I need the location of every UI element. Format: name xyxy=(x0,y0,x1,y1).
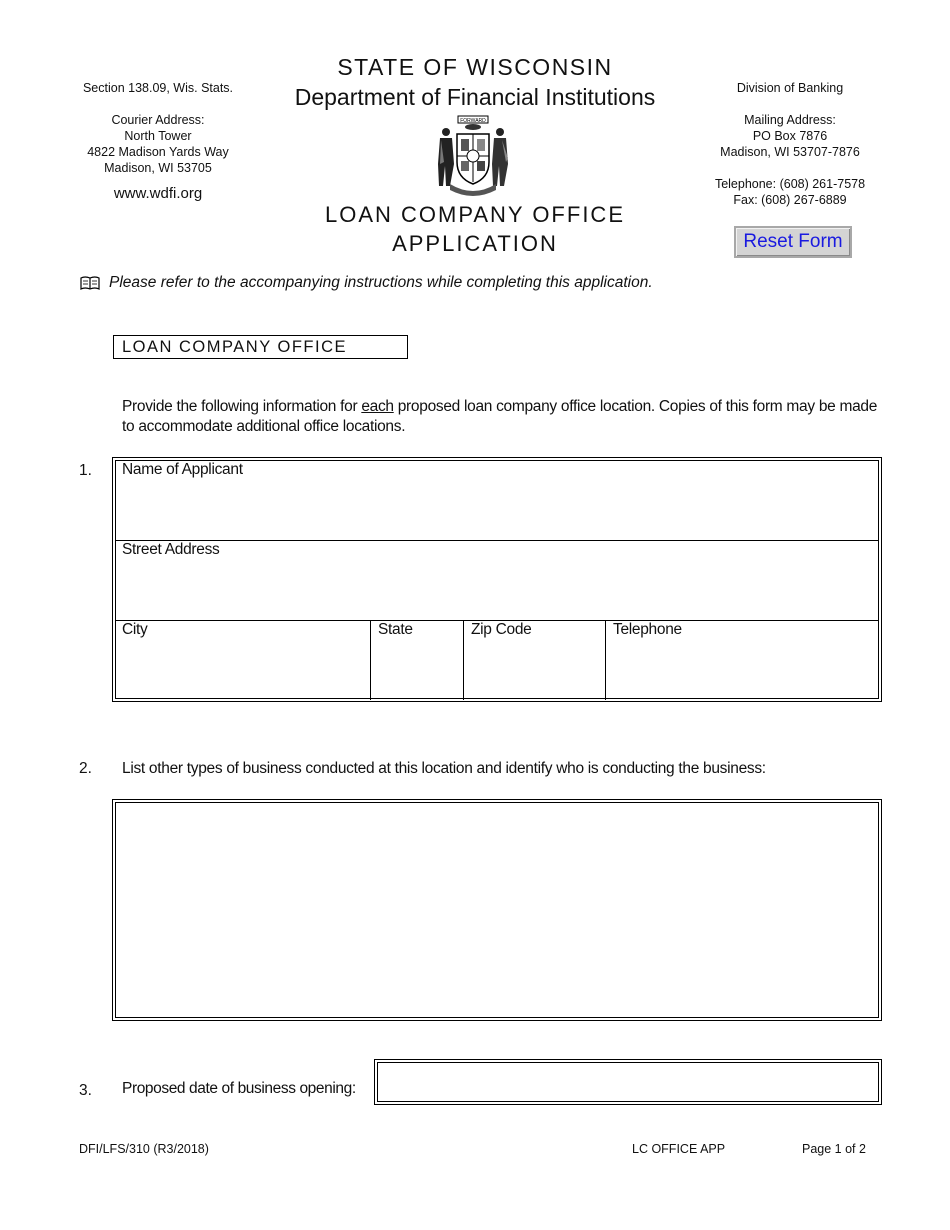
section-title-box: LOAN COMPANY OFFICE xyxy=(113,335,408,359)
telephone-input[interactable] xyxy=(613,647,875,693)
instruction-note-text: Please refer to the accompanying instructions while completing this application. xyxy=(109,274,653,291)
zip-code-label: Zip Code xyxy=(471,621,532,638)
courier-line-3: Madison, WI 53705 xyxy=(104,161,212,175)
divider xyxy=(370,621,371,700)
statute-reference: Section 138.09, Wis. Stats. xyxy=(82,81,234,95)
opening-date-box xyxy=(377,1062,879,1102)
other-business-textarea[interactable] xyxy=(122,809,874,1013)
question-3-number: 3. xyxy=(79,1082,92,1099)
page-number: Page 1 of 2 xyxy=(802,1142,866,1156)
question-1-number: 1. xyxy=(79,462,92,479)
form-number: DFI/LFS/310 (R3/2018) xyxy=(79,1142,209,1156)
telephone-number: Telephone: (608) 261-7578 xyxy=(714,177,866,191)
other-business-box xyxy=(115,802,879,1018)
fax-number: Fax: (608) 267-6889 xyxy=(733,193,847,207)
intro-before: Provide the following information for xyxy=(122,398,362,415)
applicant-info-grid xyxy=(115,460,879,699)
department-title: Department of Financial Institutions xyxy=(294,84,656,110)
intro-emphasis: each xyxy=(361,398,394,415)
form-title xyxy=(250,200,700,258)
street-row[interactable] xyxy=(116,541,878,621)
state-seal-icon xyxy=(430,114,516,198)
courier-address-block xyxy=(70,80,246,202)
opening-date-input[interactable] xyxy=(384,1069,874,1097)
open-book-icon xyxy=(80,276,100,290)
name-of-applicant-label: Name of Applicant xyxy=(122,461,243,478)
state-label: State xyxy=(378,621,413,638)
form-code: LC OFFICE APP xyxy=(632,1142,726,1156)
website-link[interactable]: www.wdfi.org xyxy=(113,185,203,202)
mailing-address-block xyxy=(700,80,880,208)
city-input[interactable] xyxy=(122,647,366,693)
instruction-note xyxy=(80,274,653,292)
zip-code-input[interactable] xyxy=(471,647,603,693)
form-title-line-1: LOAN COMPANY OFFICE xyxy=(324,202,625,227)
divider xyxy=(463,621,464,700)
courier-line-1: North Tower xyxy=(124,129,192,143)
question-3-text: Proposed date of business opening: xyxy=(122,1080,356,1097)
state-title: STATE OF WISCONSIN xyxy=(337,54,613,80)
mailing-line-1: PO Box 7876 xyxy=(752,129,828,143)
name-of-applicant-input[interactable] xyxy=(122,485,866,535)
reset-form-button[interactable]: Reset Form xyxy=(734,226,852,258)
name-row[interactable] xyxy=(116,461,878,541)
telephone-label: Telephone xyxy=(613,621,682,638)
division-name: Division of Banking xyxy=(736,81,844,95)
street-address-label: Street Address xyxy=(122,541,220,558)
question-2-number: 2. xyxy=(79,760,92,777)
divider xyxy=(605,621,606,700)
question-2-text: List other types of business conducted at this location and identify who is conducting the business: xyxy=(122,760,766,777)
mailing-line-2: Madison, WI 53707-7876 xyxy=(720,145,860,159)
street-address-input[interactable] xyxy=(122,565,866,615)
courier-line-2: 4822 Madison Yards Way xyxy=(87,145,229,159)
city-label: City xyxy=(122,621,148,638)
seal-motto: FORWARD xyxy=(460,118,486,124)
state-input[interactable] xyxy=(378,647,462,693)
city-row xyxy=(116,621,878,700)
mailing-address-label: Mailing Address: xyxy=(744,113,836,127)
intro-paragraph xyxy=(122,397,882,437)
form-title-line-2: APPLICATION xyxy=(392,231,558,256)
intro-after: proposed loan company office location. Copies of this form may be made to accommodate additional office locations. xyxy=(122,398,878,435)
courier-address-label: Courier Address: xyxy=(111,113,205,127)
